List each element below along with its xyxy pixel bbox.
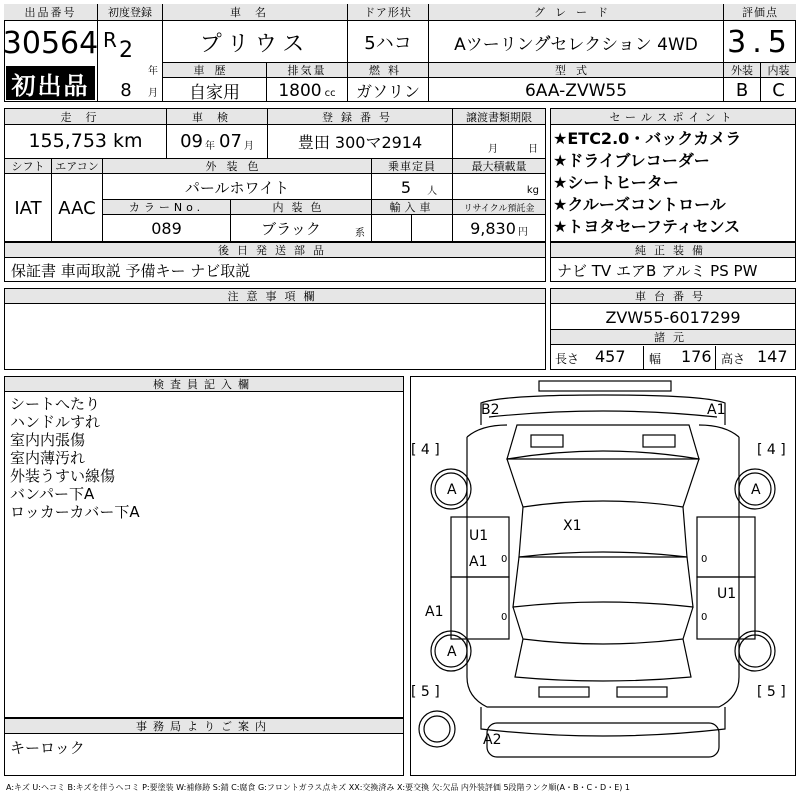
year-unit: 年 <box>148 65 158 77</box>
recycle <box>453 216 545 241</box>
mark-X1: X1 <box>563 518 582 534</box>
mark-A-rear-left: A <box>447 644 457 660</box>
transfer-month-unit: 月 <box>488 143 498 155</box>
transfer-label: 譲渡書類期限 <box>453 109 545 125</box>
office-label: 事務局よりご案内 <box>5 719 403 734</box>
inspection <box>167 126 267 156</box>
inspector-note: シートへたり <box>10 395 101 413</box>
int-grade: C <box>772 80 785 101</box>
sales-point-item: ★ドライブレコーダー <box>553 151 710 170</box>
reg-number: 豊田 300マ2914 <box>297 132 423 152</box>
grade: Aツーリング゙セレクション 4WD <box>454 34 698 55</box>
month-unit: 月 <box>148 87 158 99</box>
mark-B2: B2 <box>481 402 500 418</box>
mark-zero: 0 <box>501 554 508 565</box>
interior-color-unit: 系 <box>355 227 365 239</box>
mark-A-front-right: A <box>751 482 761 498</box>
sales-point-item: ★クルーズコントロール <box>553 195 726 214</box>
grade-label: グレード <box>429 4 723 21</box>
reg-month: 8 <box>120 79 132 101</box>
aircon: AAC <box>58 197 96 219</box>
transfer-day-unit: 日 <box>528 143 538 155</box>
mileage <box>5 126 166 156</box>
fuel-label: 燃料 <box>348 63 428 78</box>
tire-front-left: [ 4 ] <box>411 442 440 458</box>
mark-A1-left: A1 <box>469 554 488 570</box>
capacity-value: 5 <box>400 177 412 197</box>
later-parts-label: 後日発送部品 <box>5 243 545 258</box>
sales-points-label: セールスポイント <box>551 109 795 125</box>
inspector-note: ロッカーカバー下A <box>10 503 140 521</box>
mileage-unit: km <box>113 130 143 152</box>
shift: IAT <box>14 197 42 219</box>
era-year: 2 <box>119 37 133 63</box>
sales-point-item: ★シートヒーター <box>553 173 679 192</box>
equipment-label: 純正装備 <box>551 243 795 258</box>
mark-zero: 0 <box>701 554 708 565</box>
car-name-label: 車名 <box>163 4 347 21</box>
sales-point-item: ★トヨタセーフティセンス <box>553 217 741 236</box>
score: 3.5 <box>727 24 793 60</box>
insp-year-unit: 年 <box>205 140 215 152</box>
dims-label: 諸元 <box>551 330 795 345</box>
ext-label: 外装 <box>724 63 760 78</box>
width: 176 <box>681 347 712 366</box>
tire-rear-left: [ 5 ] <box>411 684 440 700</box>
inspector-note: ハンドルすれ <box>10 413 101 431</box>
shift-label: シフト <box>5 159 51 174</box>
ext-grade: B <box>735 80 749 101</box>
mileage-value: 155,753 <box>28 130 108 152</box>
lot-label: 出品番号 <box>4 4 97 21</box>
inspector-note: 室内内張傷 <box>10 431 86 449</box>
mark-U1-right: U1 <box>717 586 737 602</box>
aircon-label: エアコン <box>52 159 102 174</box>
insp-month-unit: 月 <box>243 140 254 152</box>
capacity-label: 乗車定員 <box>372 159 452 174</box>
chassis-number: ZVW55-6017299 <box>605 307 741 327</box>
equipment: ナビ TV エアB アルミ PS PW <box>557 261 758 280</box>
mileage-label: 走行 <box>5 109 166 125</box>
recycle-value: 9,830 <box>470 219 516 238</box>
score-label: 評価点 <box>724 4 796 21</box>
car-name: プリウス <box>199 31 311 57</box>
capacity <box>372 175 452 199</box>
length-label: 長さ <box>555 352 580 366</box>
load-unit: kg <box>526 184 539 196</box>
recycle-unit: 円 <box>517 227 528 238</box>
mark-A1-top: A1 <box>707 402 726 418</box>
fuel: ガソリン <box>355 82 420 101</box>
inspector-note: 室内薄汚れ <box>10 449 86 467</box>
interior-color-label: 内装色 <box>231 200 371 215</box>
insp-year: 09 <box>180 130 203 152</box>
legend: A:キズ U:ヘコミ B:キズを伴うヘコミ P:要塗装 W:補修跡 S:錆 C:腐食 G:フロントガラス点キズ XX:交換済み X:要交換 欠:欠品 内外装評価 5段階ランク順(A・B・C・D・E) 1 <box>6 783 631 792</box>
int-label: 内装 <box>761 63 796 78</box>
sales-points-list <box>553 128 793 238</box>
sales-point-item: ★ETC2.0・バックカメラ <box>553 129 742 148</box>
damage-diagram <box>410 376 796 776</box>
inspector-note: バンパー下A <box>10 485 95 503</box>
color-no: 089 <box>151 219 182 238</box>
capacity-unit: 人 <box>427 185 438 197</box>
tire-front-right: [ 4 ] <box>757 442 786 458</box>
first-listing-badge: 初出品 <box>6 66 95 100</box>
insp-month: 07 <box>219 130 242 152</box>
era: R <box>103 28 117 52</box>
mark-A-front-left: A <box>447 482 457 498</box>
model-code: 6AA-ZVW55 <box>524 80 628 101</box>
height: 147 <box>757 347 788 366</box>
displacement-unit: cc <box>324 87 336 99</box>
dims-row <box>551 346 795 369</box>
mark-zero: 0 <box>501 612 508 623</box>
office-note: キーロック <box>10 739 85 757</box>
exterior-color: パールホワイト <box>184 178 290 197</box>
later-parts: 保証書 車両取説 予備キー ナビ取説 <box>11 261 251 280</box>
model-label: 型式 <box>429 63 723 78</box>
tire-rear-right: [ 5 ] <box>757 684 786 700</box>
inspector-note: 外装うすい線傷 <box>10 467 116 485</box>
load-label: 最大積載量 <box>453 159 545 174</box>
door-type: 5ハコ <box>364 33 412 54</box>
length: 457 <box>595 347 626 366</box>
inspector-label: 検査員記入欄 <box>5 377 403 392</box>
first-reg-label: 初度登録 <box>98 4 162 21</box>
history-label: 車歴 <box>163 63 266 78</box>
mark-zero: 0 <box>701 612 708 623</box>
exterior-color-label: 外装色 <box>103 159 371 174</box>
displacement-label: 排気量 <box>267 63 347 78</box>
height-label: 高さ <box>721 352 746 366</box>
recycle-label: リサイクル預託金 <box>453 200 545 215</box>
lot-number: 30564 <box>2 25 99 61</box>
notes-label: 注意事項欄 <box>5 289 545 304</box>
mark-U1-left: U1 <box>469 528 489 544</box>
mark-A1-rocker: A1 <box>425 604 444 620</box>
chassis-label: 車台番号 <box>551 289 795 304</box>
displacement-value: 1800 <box>278 80 322 101</box>
reg-number-label: 登録番号 <box>268 109 452 125</box>
door-label: ドア形状 <box>348 4 428 21</box>
interior-color: ブラック <box>261 220 321 238</box>
displacement <box>267 79 347 102</box>
color-no-label: カラーNo. <box>103 200 230 215</box>
import-label: 輸入車 <box>372 200 452 215</box>
width-label: 幅 <box>649 352 662 366</box>
mark-A2: A2 <box>483 732 502 748</box>
history: 自家用 <box>189 83 240 103</box>
inspector-notes <box>10 395 400 521</box>
inspection-label: 車検 <box>167 109 267 125</box>
car-outline <box>411 377 795 775</box>
